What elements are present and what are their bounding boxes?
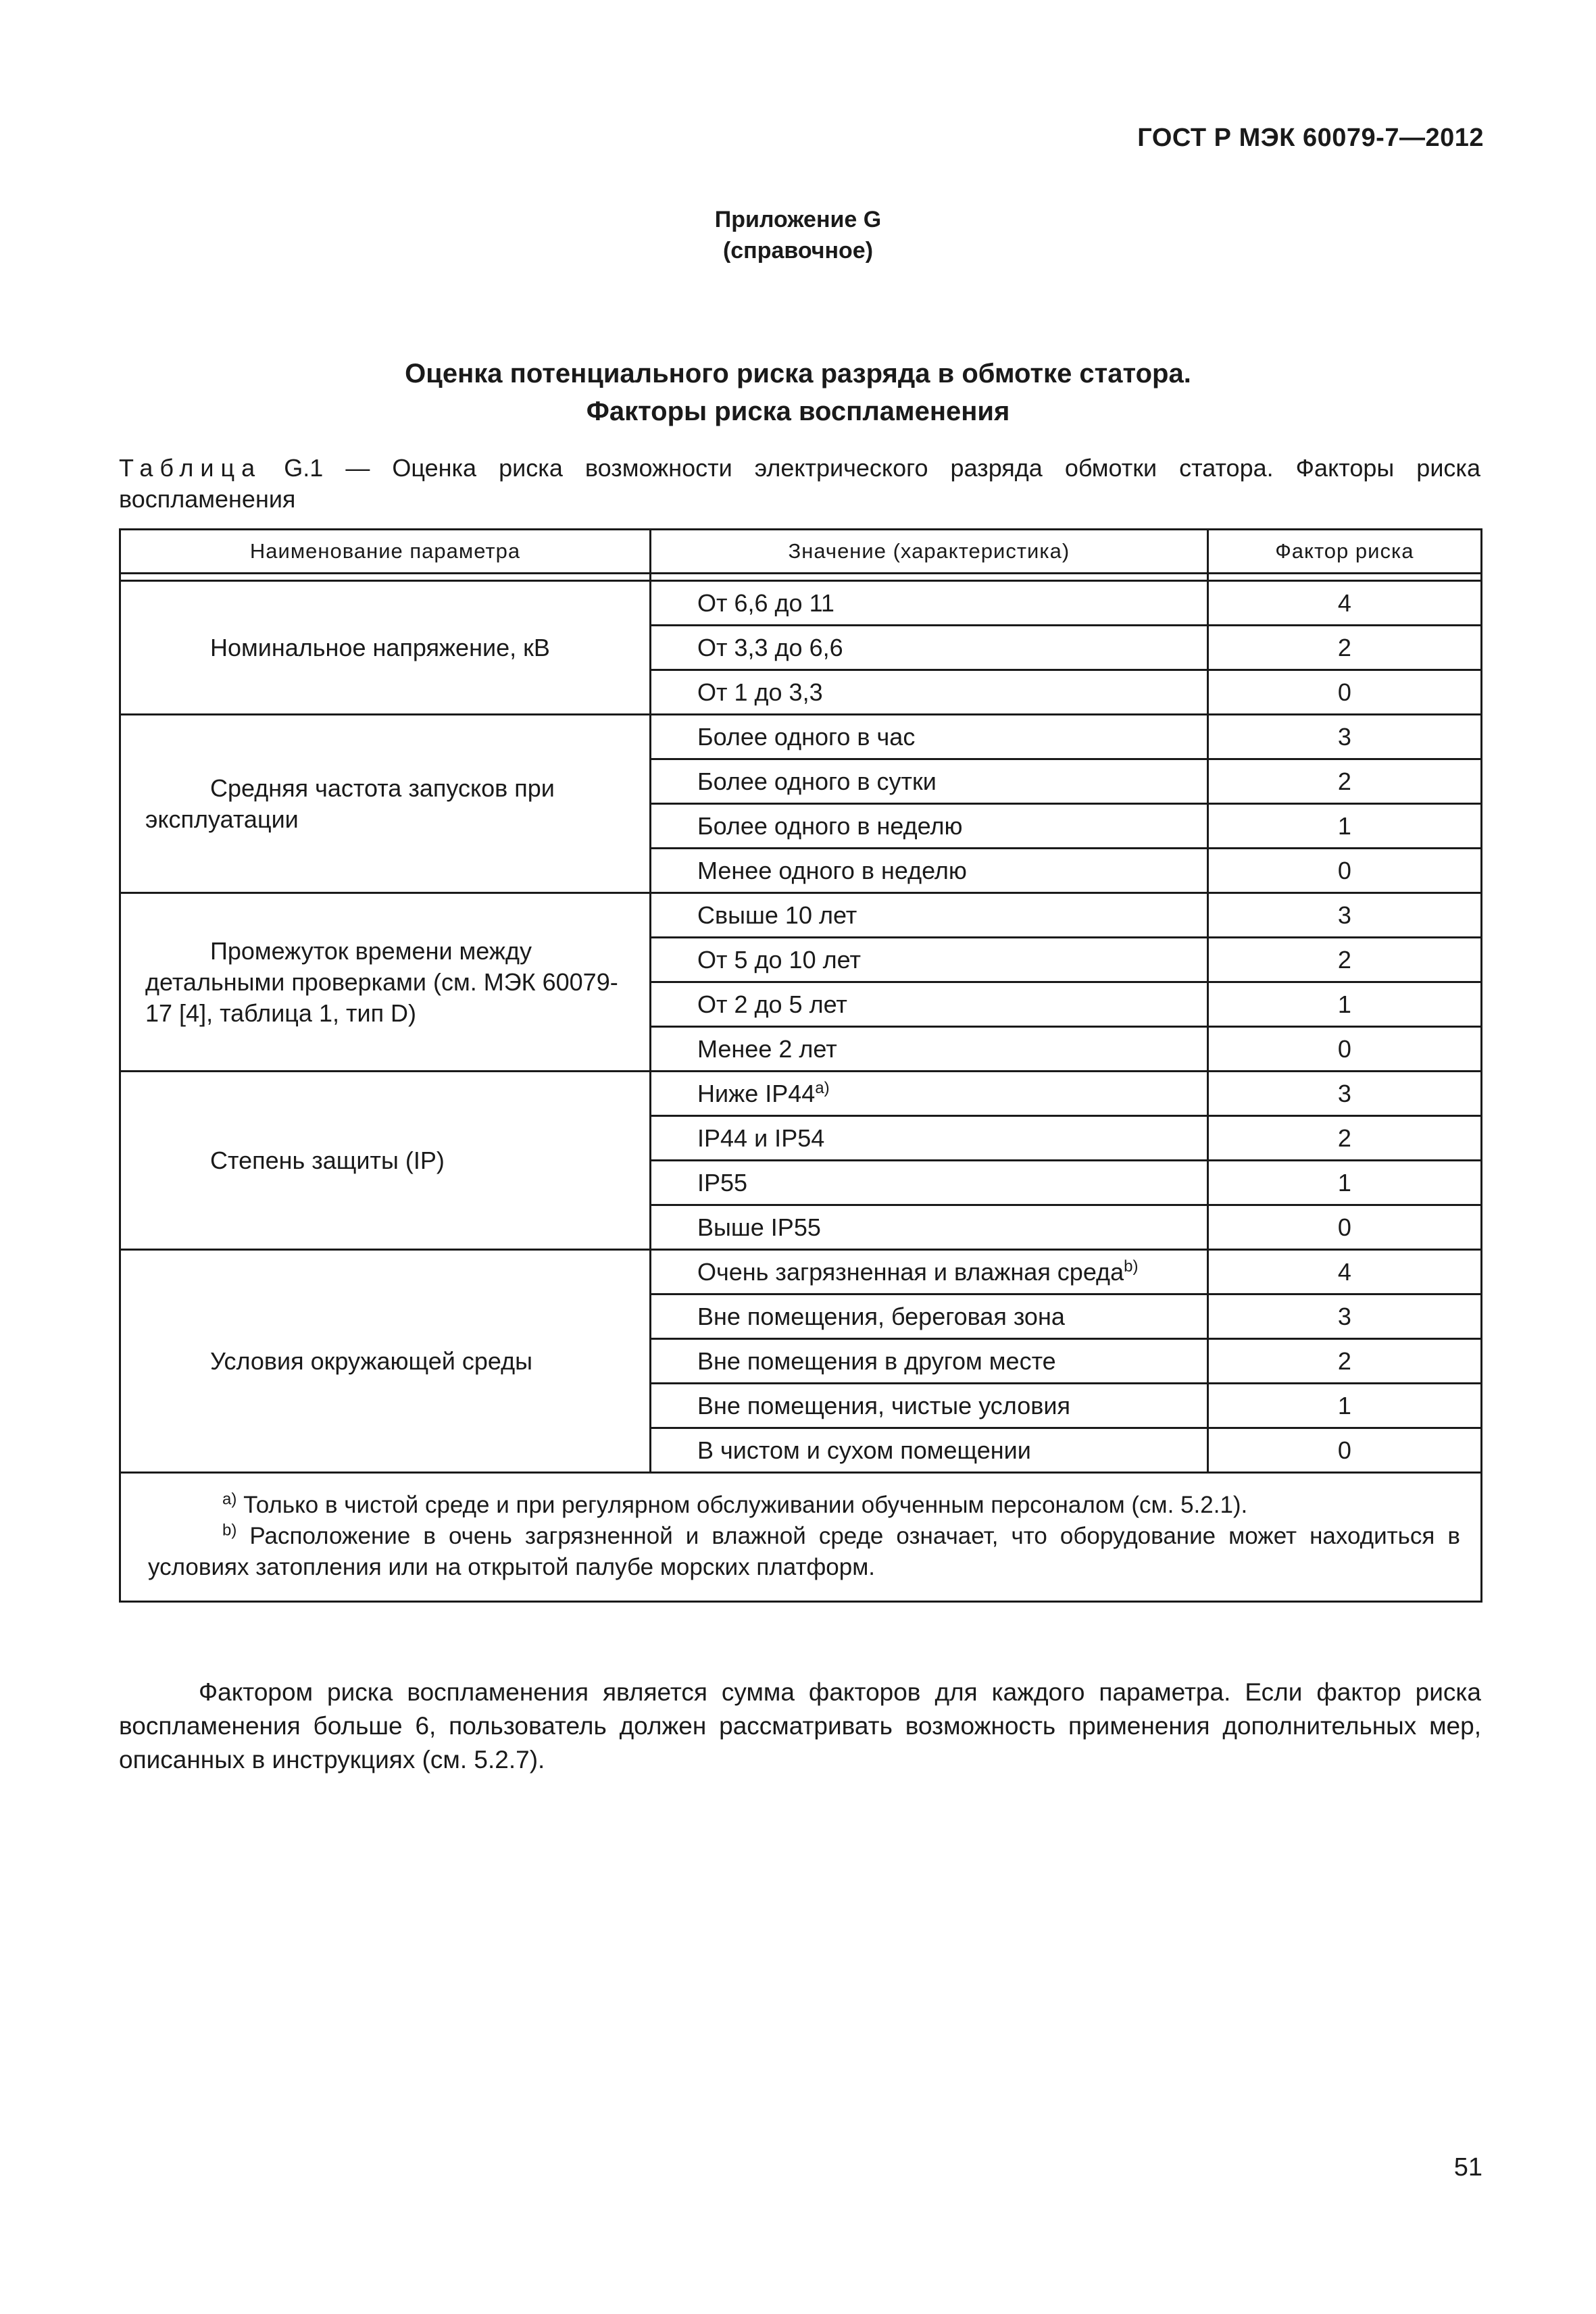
value-text: От 3,3 до 6,6: [697, 633, 843, 661]
factor-cell: 4: [1207, 581, 1481, 626]
value-cell: [651, 670, 1208, 715]
document-code: ГОСТ Р МЭК 60079-7—2012: [1137, 124, 1484, 152]
value-text: В чистом и сухом помещении: [697, 1436, 1031, 1464]
table-notes: [120, 1473, 1482, 1602]
table-row: [120, 893, 1482, 938]
value-text: Более одного в сутки: [697, 767, 937, 795]
value-cell: [651, 1428, 1208, 1473]
factor-cell: 0: [1207, 849, 1481, 893]
parameter-cell: Средняя частота запусков при эксплуатации: [120, 715, 651, 893]
factor-cell: 2: [1207, 938, 1481, 982]
value-text: Менее одного в неделю: [697, 856, 967, 884]
table-row: [120, 1250, 1482, 1294]
appendix-label: Приложение G: [714, 207, 882, 232]
value-cell: [651, 759, 1208, 804]
title-line-2: Факторы риска воспламенения: [586, 397, 1010, 426]
factor-cell: 3: [1207, 715, 1481, 759]
factor-cell: 0: [1207, 1205, 1481, 1250]
body-paragraph: Фактором риска воспламенения является сумма факторов для каждого параметра. Если фактор риска воспламенения больше 6, пользователь должен рассматривать возможность применения дополнительных мер, описанных в инструкциях (см. 5.2.7).: [119, 1678, 1481, 1774]
value-text: Более одного в неделю: [697, 811, 963, 840]
factor-cell: 0: [1207, 1428, 1481, 1473]
factor-cell: 2: [1207, 1116, 1481, 1161]
title-line-1: Оценка потенциального риска разряда в обмотке статора.: [405, 359, 1191, 388]
value-cell: [651, 1339, 1208, 1384]
appendix-kind: (справочное): [722, 238, 874, 263]
value-cell: [651, 715, 1208, 759]
value-text: От 5 до 10 лет: [697, 945, 861, 974]
value-cell: [651, 1384, 1208, 1428]
value-text: От 6,6 до 11: [697, 588, 834, 617]
value-cell: [651, 1072, 1208, 1116]
footnote: [148, 1490, 1460, 1521]
value-text: Вне помещения в другом месте: [697, 1347, 1056, 1375]
value-cell: [651, 849, 1208, 893]
table-header-row: [120, 530, 1482, 574]
value-cell: [651, 804, 1208, 849]
value-cell: [651, 1027, 1208, 1072]
footnote-mark: a): [222, 1490, 237, 1509]
value-cell: [651, 938, 1208, 982]
appendix-heading: [0, 204, 1596, 266]
table-row: [120, 715, 1482, 759]
value-text: IP55: [697, 1168, 748, 1197]
footnote-mark: a): [815, 1078, 830, 1097]
value-cell: [651, 982, 1208, 1027]
risk-table: [119, 528, 1482, 1603]
value-cell: [651, 893, 1208, 938]
footnote-mark: b): [1124, 1257, 1139, 1276]
factor-cell: 2: [1207, 626, 1481, 670]
factor-cell: 0: [1207, 670, 1481, 715]
value-text: Вне помещения, чистые условия: [697, 1391, 1070, 1419]
header-spacer: [120, 574, 1482, 581]
value-text: Выше IP55: [697, 1213, 821, 1241]
factor-cell: 0: [1207, 1027, 1481, 1072]
caption-prefix: Таблица: [119, 454, 262, 482]
parameter-cell: Степень защиты (IP): [120, 1072, 651, 1250]
header-value: Значение (характеристика): [651, 530, 1208, 574]
table-notes-row: [120, 1473, 1482, 1602]
parameter-cell: Промежуток времени между детальными проверками (см. МЭК 60079-17 [4], таблица 1, тип D): [120, 893, 651, 1072]
value-cell: [651, 1116, 1208, 1161]
factor-cell: 1: [1207, 804, 1481, 849]
header-factor: Фактор риска: [1207, 530, 1481, 574]
footnote-text: Только в чистой среде и при регулярном обслуживании обученным персоналом (см. 5.2.1).: [236, 1492, 1248, 1518]
factor-cell: 3: [1207, 1072, 1481, 1116]
factor-cell: 3: [1207, 893, 1481, 938]
table-row: [120, 581, 1482, 626]
parameter-cell: Условия окружающей среды: [120, 1250, 651, 1473]
value-text: Менее 2 лет: [697, 1034, 837, 1063]
page-number: 51: [1453, 2153, 1482, 2182]
value-text: От 1 до 3,3: [697, 678, 823, 706]
factor-cell: 1: [1207, 1384, 1481, 1428]
value-cell: [651, 581, 1208, 626]
value-text: Ниже IP44: [697, 1079, 816, 1107]
caption-text: G.1 — Оценка риска возможности электрического разряда обмотки статора. Факторы риска воспламенения: [119, 454, 1480, 513]
value-text: Более одного в час: [697, 722, 916, 751]
value-text: Вне помещения, береговая зона: [697, 1302, 1065, 1330]
footnote-mark: b): [222, 1521, 237, 1540]
value-cell: [651, 1250, 1208, 1294]
factor-cell: 1: [1207, 982, 1481, 1027]
section-title: [0, 355, 1596, 430]
value-cell: [651, 1161, 1208, 1205]
parameter-cell: Номинальное напряжение, кВ: [120, 581, 651, 715]
value-text: От 2 до 5 лет: [697, 990, 847, 1018]
value-cell: [651, 1294, 1208, 1339]
factor-cell: 4: [1207, 1250, 1481, 1294]
table-row: [120, 1072, 1482, 1116]
footnote-text: Расположение в очень загрязненной и влажной среде означает, что оборудование может находиться в условиях затопления или на открытой палубе морских платформ.: [148, 1523, 1460, 1580]
factor-cell: 2: [1207, 759, 1481, 804]
footnote: [148, 1521, 1460, 1583]
value-text: Свыше 10 лет: [697, 901, 857, 929]
value-text: Очень загрязненная и влажная среда: [697, 1257, 1124, 1286]
header-parameter: Наименование параметра: [120, 530, 651, 574]
value-cell: [651, 1205, 1208, 1250]
table-caption: [119, 453, 1480, 515]
factor-cell: 2: [1207, 1339, 1481, 1384]
value-text: IP44 и IP54: [697, 1124, 825, 1152]
factor-cell: 3: [1207, 1294, 1481, 1339]
factor-cell: 1: [1207, 1161, 1481, 1205]
value-cell: [651, 626, 1208, 670]
